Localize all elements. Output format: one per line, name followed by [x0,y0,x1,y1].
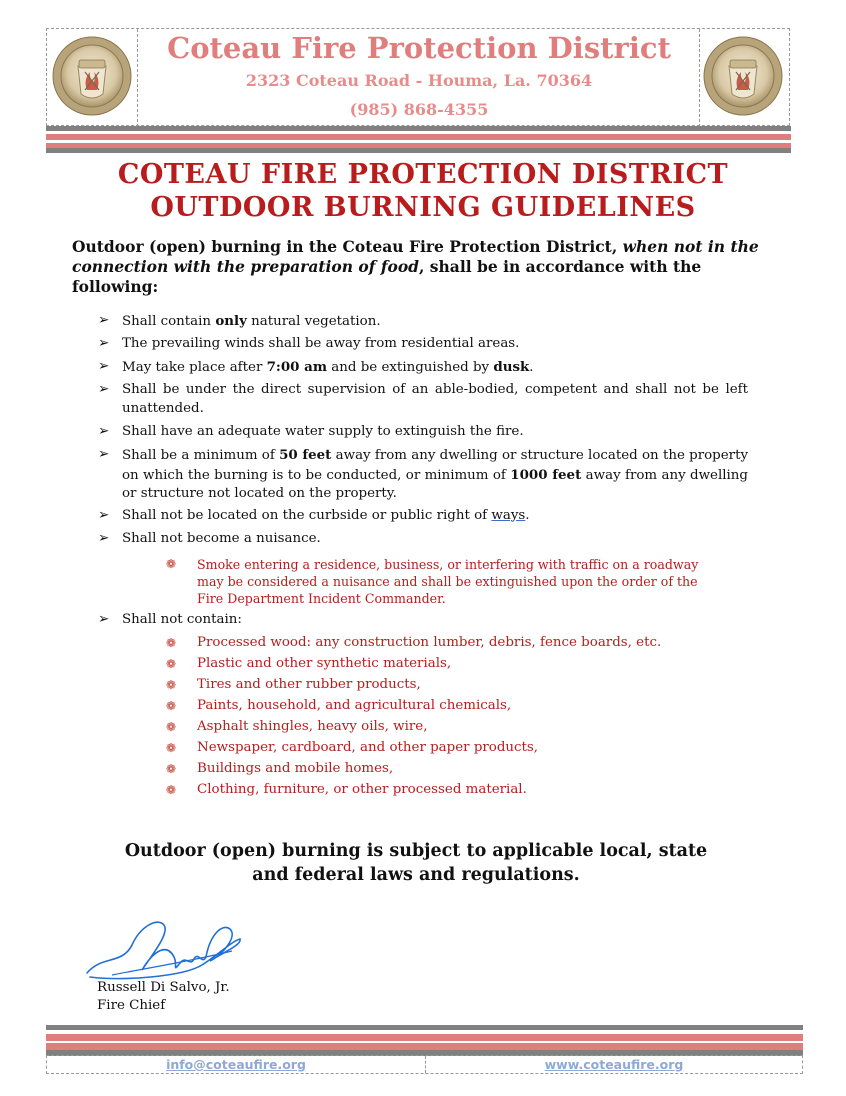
prohibited-item: ❁ Clothing, furniture, or other processed material. [166,782,527,797]
closing-statement [0,839,832,887]
closing-line-2: and federal laws and regulations. [252,865,580,885]
district-seal-right [703,36,783,116]
flower-bullet-icon: ❁ [166,783,177,797]
intro-text-end: , shall be in accordance with the following: [72,257,702,296]
guideline-item: ➢ Shall contain only natural vegetation. [98,313,381,329]
handwritten-signature [82,915,247,985]
arrow-bullet-icon: ➢ [98,382,110,397]
guideline-item: ➢ Shall not contain: [98,611,748,630]
footer-contact [46,1055,803,1074]
flower-bullet-icon: ❁ [166,636,177,650]
document-title [0,158,846,224]
footer-stripes [46,1025,803,1057]
intro-paragraph [72,237,762,297]
nuisance-note: ❁ Smoke entering a residence, business, or interfering with traffic on a roadway may be considered a nuisance and shall be extinguished upon the order of the Fire Department Incident Commander. [166,557,699,606]
arrow-bullet-icon: ➢ [98,424,110,439]
arrow-bullet-icon: ➢ [98,359,110,374]
prohibited-item: ❁ Processed wood: any construction lumber, debris, fence boards, etc. [166,635,662,650]
guideline-item: ➢ Shall not be located on the curbside or public right of ways. [98,507,748,526]
footer-email-link[interactable]: info@coteaufire.org [166,1057,306,1072]
prohibited-item: ❁ Buildings and mobile homes, [166,761,394,776]
guideline-item: ➢ Shall not become a nuisance. [98,530,748,549]
flower-bullet-icon: ❁ [166,741,177,755]
guideline-item: ➢ Shall have an adequate water supply to extinguish the fire. [98,423,748,442]
guideline-item: ➢ Shall be a minimum of 50 feet away from any dwelling or structure located on the property on which the burning is to be conducted, or minimum of 1000 feet away from any dwelling or structure not located on the property. [98,447,749,501]
prohibited-item: ❁ Tires and other rubber products, [166,677,421,692]
arrow-bullet-icon: ➢ [98,313,110,328]
header-title: Coteau Fire Protection District [167,31,671,65]
district-seal-left [52,36,132,116]
flower-bullet-icon: ❁ [166,720,177,734]
flower-bullet-icon: ❁ [166,557,177,571]
header-address: 2323 Coteau Road - Houma, La. 70364 [245,71,593,90]
signatory-name: Russell Di Salvo, Jr. [97,980,230,995]
arrow-bullet-icon: ➢ [98,531,110,546]
prohibited-item: ❁ Plastic and other synthetic materials, [166,656,452,671]
guideline-item: ➢ May take place after 7:00 am and be extinguished by dusk. [98,359,534,375]
prohibited-item: ❁ Paints, household, and agricultural chemicals, [166,698,512,713]
arrow-bullet-icon: ➢ [98,447,110,462]
intro-italic: when not in the connection with the preparation of food [72,237,759,276]
flower-bullet-icon: ❁ [166,699,177,713]
signatory-title: Fire Chief [97,998,166,1013]
ways-link: ways [491,508,526,523]
header-stripes [46,126,791,153]
letterhead [46,28,790,126]
flower-bullet-icon: ❁ [166,678,177,692]
title-line-2: OUTDOOR BURNING GUIDELINES [150,192,696,223]
flower-bullet-icon: ❁ [166,762,177,776]
arrow-bullet-icon: ➢ [98,612,110,627]
header-phone: (985) 868-4355 [349,100,489,119]
flower-bullet-icon: ❁ [166,657,177,671]
prohibited-item: ❁ Asphalt shingles, heavy oils, wire, [166,719,428,734]
arrow-bullet-icon: ➢ [98,336,110,351]
intro-text: Outdoor (open) burning in the Coteau Fire Protection District, [72,237,623,256]
footer-website-link[interactable]: www.coteaufire.org [544,1057,684,1072]
closing-line-1: Outdoor (open) burning is subject to applicable local, state [124,841,708,861]
guideline-item: ➢ The prevailing winds shall be away from residential areas. [98,335,748,354]
arrow-bullet-icon: ➢ [98,508,110,523]
guideline-item: ➢ Shall be under the direct supervision of an able-bodied, competent and shall not be left unattended. [98,382,748,416]
title-line-1: COTEAU FIRE PROTECTION DISTRICT [117,159,729,190]
prohibited-item: ❁ Newspaper, cardboard, and other paper products, [166,740,539,755]
